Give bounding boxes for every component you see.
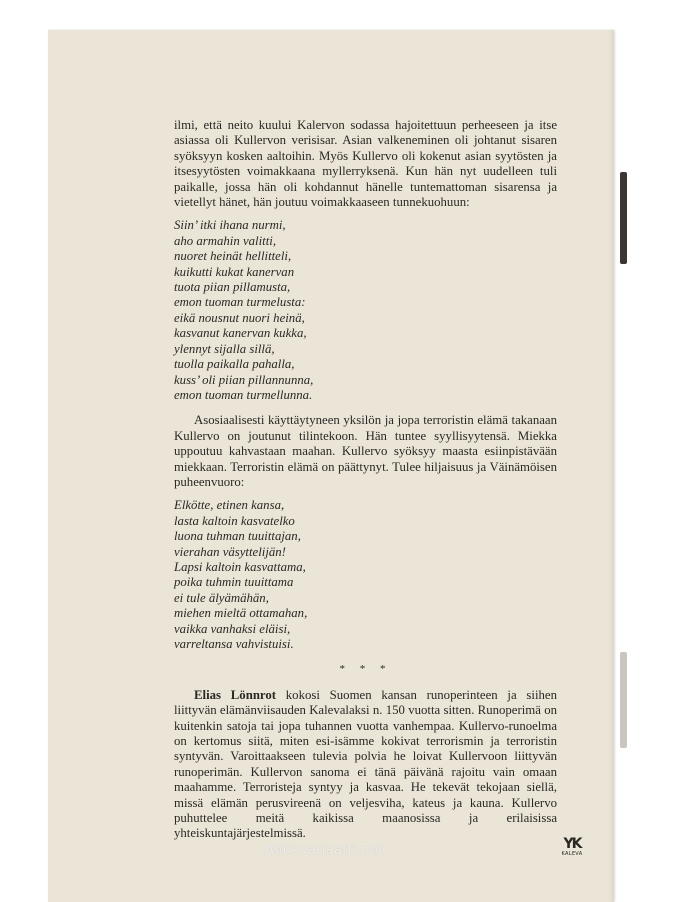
logo-mark: YK bbox=[563, 836, 581, 852]
verse-line: varreltansa vahvistuisi. bbox=[174, 637, 294, 651]
verse-line: tuolla paikalla pahalla, bbox=[174, 357, 295, 372]
paragraph-intro: ilmi, että neito kuului Kalervon sodassa hajoitettuun perheeseen ja itse asiassa oli Kullervon verisisar. Asian valkeneminen oli johtanut sisaren syöksyyn kosken aaltoihin. Myös Kullervo oli kokenut asian syytösten ja itsesyytösten voimakkaana myllerryksenä. Kun hän nyt uudelleen tuli paikalle, jossa hän oli kohdannut hänelle tuntemattoman sisarensa ja vietellyt hänet, hän joutuu voimakkaaseen tunnekuohuun: bbox=[174, 118, 557, 210]
author-name: Elias Lönnrot bbox=[194, 687, 277, 702]
verse-etinen-kansa bbox=[174, 498, 557, 652]
publisher-logo bbox=[559, 838, 585, 860]
staple-bottom bbox=[620, 652, 627, 748]
verse-line: kuikutti kukat kanervan bbox=[174, 264, 295, 279]
verse-line: lasta kaltoin kasvatelko bbox=[174, 513, 295, 528]
verse-line: Elkötte, etinen kansa, bbox=[174, 498, 285, 513]
verse-line: ylennyt sijalla sillä, bbox=[174, 341, 275, 356]
verse-line: ei tule älyämähän, bbox=[174, 590, 269, 605]
paragraph-lonnrot bbox=[174, 688, 557, 842]
verse-line: emon tuoman turmelusta: bbox=[174, 295, 306, 310]
verse-line: luona tuhman tuuittajan, bbox=[174, 529, 301, 544]
verse-line: vaikka vanhaksi eläisi, bbox=[174, 621, 291, 636]
verse-line: tuota piian pillamusta, bbox=[174, 280, 291, 295]
verse-line: emon tuoman turmellunna. bbox=[174, 387, 313, 402]
staple-top bbox=[620, 172, 627, 264]
watermark: Antikvariaatti.net bbox=[265, 843, 384, 858]
section-divider: * * * bbox=[339, 663, 392, 676]
verse-line: nuoret heinät hellitteli, bbox=[174, 249, 292, 264]
paragraph-kullervo: Asosiaalisesti käyttäytyneen yksilön ja jopa terroristin elämä takanaan Kullervo on joutunut tilintekoon. Hän tuntee syyllisyytensä. Miekka uppoutuu kahvastaan maahan. Kullervo syöksyy maasta esiinpistävään miekkaan. Terroristin elämä on päättynyt. Tulee hiljaisuus ja Väinämöisen puheenvuoro: bbox=[174, 413, 557, 489]
paragraph-lonnrot-text: kokosi Suomen kansan runoperinteen ja siihen liittyvän elämänviisauden Kalevalaksi n. 150 vuotta sitten. Runoperimä on kuitenkin satoja tai jopa tuhannen vuotta vanhempaa. Kullervo-runoelma on kertomus siitä, miten esi-isämme kokivat terrorismin ja terroristin syntyvän. Varoittaakseen tulevia polvia he loivat Kullervoon liittyvän runoperimän. Kullervon sanoma ei tänä päivänä rajoitu vain omaan maahamme. Terroristeja syntyy ja kasvaa. He tekevät tekojaan siellä, missä elämän perusvireenä on veljesviha, kateus ja kauna. Kullervo puhuttelee meitä kaikissa maanosissa ja erilaisissa yhteiskuntajärjestelmissä. bbox=[174, 687, 557, 841]
verse-line: Siin’ itki ihana nurmi, bbox=[174, 218, 286, 233]
verse-line: miehen mieltä ottamahan, bbox=[174, 606, 308, 621]
verse-line: aho armahin valitti, bbox=[174, 233, 277, 248]
verse-line: kuss’ oli piian pillannunna, bbox=[174, 372, 314, 387]
verse-nurmi bbox=[174, 218, 557, 403]
verse-line: Lapsi kaltoin kasvattama, bbox=[174, 559, 306, 574]
verse-line: kasvanut kanervan kukka, bbox=[174, 326, 307, 341]
verse-line: vierahan väsyttelijän! bbox=[174, 544, 286, 559]
verse-line: eikä nousnut nuori heinä, bbox=[174, 310, 305, 325]
logo-word: KALEVA bbox=[561, 851, 583, 857]
document-text bbox=[174, 118, 557, 842]
verse-line: poika tuhmin tuuittama bbox=[174, 575, 294, 590]
